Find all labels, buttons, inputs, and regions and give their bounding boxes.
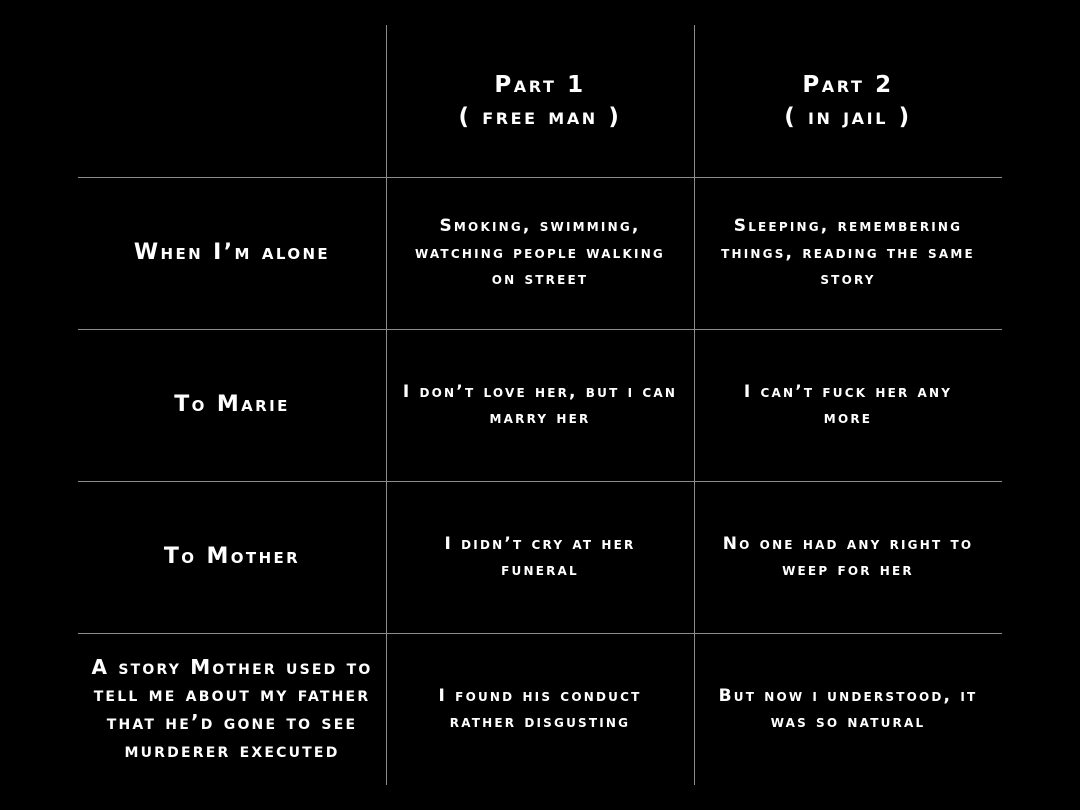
column-header-part1: [386, 25, 694, 177]
column-title: Part 1: [494, 71, 586, 98]
row-header-story: A story Mother used to tell me about my father that he’d gone to see murderer executed: [91, 654, 373, 762]
column-subtitle: ( in jail ): [784, 104, 912, 130]
table-cell: No one had any right to weep for her: [722, 533, 974, 580]
row-header-alone: When I’m alone: [133, 239, 331, 265]
table-cell: Smoking, swimming, watching people walking on street: [414, 216, 665, 290]
table-cell: But now i understood, it was so natural: [718, 685, 978, 732]
comparison-table: [78, 25, 1002, 785]
table-cell: I can’t fuck her any more: [743, 381, 953, 428]
row-header-mother: To Mother: [163, 543, 301, 569]
column-title: Part 2: [802, 71, 894, 98]
corner-cell: [78, 25, 386, 177]
table-cell: I found his conduct rather disgusting: [438, 685, 642, 732]
column-header-part2: [694, 25, 1002, 177]
column-subtitle: ( free man ): [458, 104, 622, 130]
row-header-marie: To Marie: [174, 391, 290, 417]
table-cell: I don’t love her, but i can marry her: [402, 381, 678, 428]
table-cell: I didn’t cry at her funeral: [444, 533, 636, 580]
table-cell: Sleeping, remembering things, reading the same story: [721, 216, 975, 290]
